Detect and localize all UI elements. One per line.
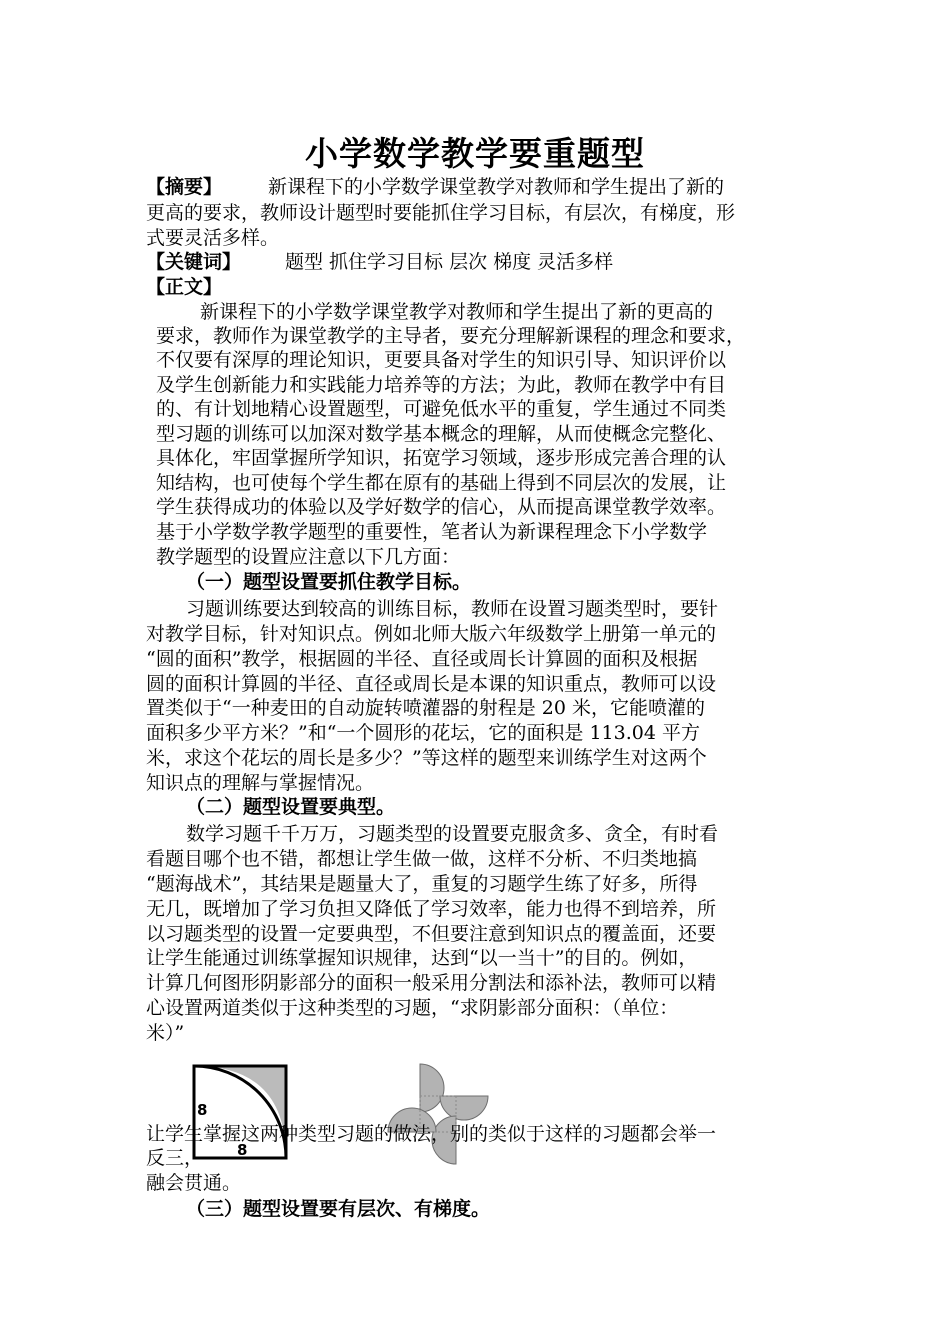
section-2-line: 米）” [146, 1022, 185, 1044]
keywords-label: 【关键词】 [146, 251, 242, 273]
keywords-line [146, 250, 613, 274]
intro-line: 新课程下的小学数学课堂教学对教师和学生提出了新的更高的 [200, 301, 714, 323]
intro-line: 教学题型的设置应注意以下几方面： [156, 546, 461, 568]
section-2-line: 让学生能通过训练掌握知识规律，达到“以一当十”的目的。例如， [146, 947, 698, 969]
section-2-line: 以习题类型的设置一定要典型，不但要注意到知识点的覆盖面，还要 [146, 923, 717, 945]
abstract-line-2: 更高的要求，教师设计题型时要能抓住学习目标，有层次，有梯度，形 [146, 202, 736, 224]
section-2-line: 计算几何图形阴影部分的面积一般采用分割法和添补法，教师可以精 [146, 972, 717, 994]
figure-side-label: 8 [197, 1101, 208, 1119]
intro-line: 具体化，牢固掌握所学知识，拓宽学习领域，逐步形成完善合理的认 [156, 447, 727, 469]
section-2-line: 心设置两道类似于这种类型的习题，“求阴影部分面积：（单位： [146, 997, 679, 1019]
section-1-line: 知识点的理解与掌握情况。 [146, 772, 375, 794]
section-2-after-line: 反三， [146, 1147, 204, 1169]
section-1-line: 米，求这个花坛的周长是多少？”等这样的题型来训练学生对这两个 [146, 747, 707, 769]
section-1-line: 置类似于“一种麦田的自动旋转喷灌器的射程是 20 米，它能喷灌的 [146, 697, 705, 719]
intro-line: 不仅要有深厚的理论知识，更要具备对学生的知识引导、知识评价以 [156, 349, 727, 371]
intro-line: 及学生创新能力和实践能力培养等的方法；为此，教师在教学中有目 [156, 374, 727, 396]
intro-line: 基于小学数学教学题型的重要性，笔者认为新课程理念下小学数学 [156, 521, 708, 543]
section-3-heading: （三）题型设置要有层次、有梯度。 [186, 1198, 491, 1220]
intro-line: 知结构，也可使每个学生都在原有的基础上得到不同层次的发展，让 [156, 472, 727, 494]
intro-line: 要求，教师作为课堂教学的主导者，要充分理解新课程的理念和要求， [156, 325, 746, 347]
abstract-line-3: 式要灵活多样。 [146, 227, 280, 249]
section-1-heading: （一）题型设置要抓住教学目标。 [186, 571, 472, 593]
intro-line: 学生获得成功的体验以及学好数学的信心，从而提高课堂教学效率。 [156, 496, 727, 518]
section-1-line: 对教学目标，针对知识点。例如北师大版六年级数学上册第一单元的 [146, 623, 717, 645]
section-1-line: 习题训练要达到较高的训练目标，教师在设置习题类型时，要针 [186, 598, 719, 620]
section-2-after-line: 让学生掌握这两种类型习题的做法，别的类似于这样的习题都会举一 [146, 1123, 717, 1145]
section-2-line: 无几，既增加了学习负担又降低了学习效率，能力也得不到培养，所 [146, 898, 717, 920]
abstract-label: 【摘要】 [146, 176, 223, 198]
section-2-after-line: 融会贯通。 [146, 1172, 242, 1194]
section-2-line: 看题目哪个也不错，都想让学生做一做，这样不分析、不归类地搞 [146, 848, 698, 870]
section-1-line: 面积多少平方米？”和“一个圆形的花坛，它的面积是 113.04 平方 [146, 722, 700, 744]
abstract-line-1 [146, 175, 724, 199]
intro-line: 型习题的训练可以加深对数学基本概念的理解，从而使概念完整化、 [156, 423, 727, 445]
section-2-heading: （二）题型设置要典型。 [186, 796, 396, 818]
page-title: 小学数学教学要重题型 [305, 134, 645, 173]
section-1-line: 圆的面积计算圆的半径、直径或周长是本课的知识重点，教师可以设 [146, 673, 717, 695]
abstract-text-1: 新课程下的小学数学课堂教学对教师和学生提出了新的 [268, 176, 725, 198]
section-2-line: “题海战术”，其结果是题量大了，重复的习题学生练了好多，所得 [146, 873, 698, 895]
figure-bottom-label: 8 [237, 1141, 248, 1159]
pinwheel-petal [420, 1064, 444, 1112]
pinwheel-figure [384, 1060, 492, 1168]
intro-line: 的、有计划地精心设置题型，可避免低水平的重复，学生通过不同类 [156, 398, 727, 420]
section-1-line: “圆的面积”教学，根据圆的半径、直径或周长计算圆的面积及根据 [146, 648, 698, 670]
keywords-text: 题型 抓住学习目标 层次 梯度 灵活多样 [285, 251, 614, 273]
section-2-line: 数学习题千千万万，习题类型的设置要克服贪多、贪全，有时看 [186, 823, 719, 845]
pinwheel-petal [440, 1096, 488, 1120]
body-label: 【正文】 [146, 276, 223, 298]
